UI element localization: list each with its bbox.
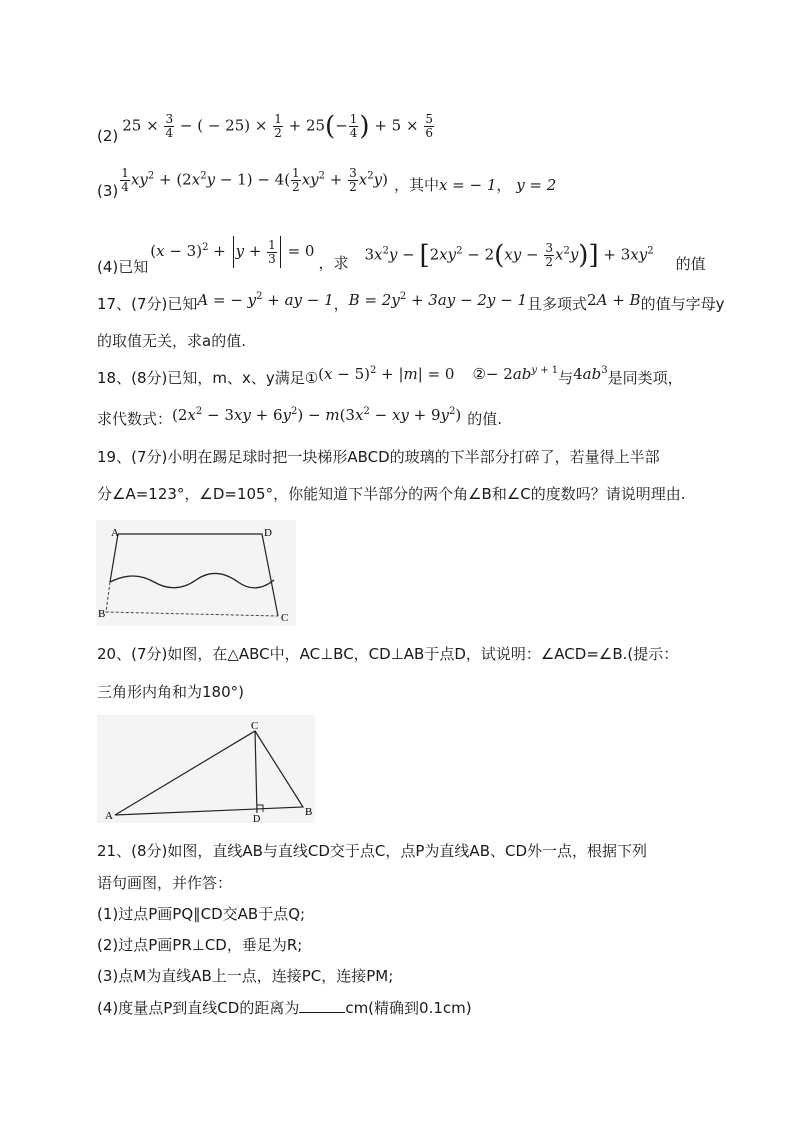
question-18 — [97, 362, 683, 392]
problem-3 — [97, 160, 556, 200]
q17-poly: 2A + B — [587, 291, 641, 309]
q21-step-2: (2)过点P画PR⊥CD，垂足为R; — [97, 936, 303, 954]
q17-expr-b: $B = 2y^2 + 3ay - 2y - 1$ — [348, 291, 528, 309]
problem-3-expression: $\frac{1}{4}$ $xy^2 + (2x^2y - 1) - 4$( $\frac{1}{2}$ $xy^2$ + $\frac{3}{2}$ $x^2y$) — [121, 165, 388, 194]
q21-step-4-prefix: (4)度量点P到直线CD的距离为 — [97, 999, 300, 1017]
q18-with: 与 — [558, 368, 574, 387]
q18-circle-2: ② — [472, 365, 486, 383]
problem-2-expression: 25 × $\frac{3}{4}$ − ( − 25) × $\frac{1}{2}$ + 25(− $\frac{1}{4}$ ) + 5 × $\frac{5}{6}$ — [122, 111, 433, 141]
q19-label-b: B — [98, 608, 106, 620]
q21-answer-blank[interactable] — [299, 998, 345, 1013]
q21-line1: 21、(8分)如图，直线AB与直线CD交于点C，点P为直线AB、CD外一点，根据下列 — [97, 842, 648, 860]
problem-4-ask: ，求 — [318, 253, 349, 272]
q18-expression: $(2x^2 - 3xy + 6y^2) - m(3x^2$ − xy + $9y^2$) — [172, 406, 462, 424]
problem-2 — [97, 106, 435, 146]
problem-3-condition: x = − 1， y = 2 — [438, 175, 557, 194]
problem-3-label: (3) — [97, 182, 119, 200]
q20-line1: 20、(7分)如图，在△ABC中，AC⊥BC，CD⊥AB于点D，试说明：∠ACD=∠B.(提示： — [97, 645, 679, 663]
question-17 — [97, 289, 724, 317]
q18-same: 是同类项， — [607, 368, 683, 387]
q20-label-d: D — [253, 814, 261, 823]
q21-step-4 — [97, 997, 472, 1018]
q21-step-4-suffix: cm(精确到0.1cm) — [345, 999, 472, 1017]
problem-4 — [97, 232, 706, 278]
q18-term-2: $4ab^3$ — [573, 365, 608, 383]
q20-label-b: B — [305, 806, 313, 818]
q21-step-1: (1)过点P画PQ∥CD交AB于点Q; — [97, 905, 306, 923]
q20-label-c: C — [251, 720, 259, 732]
q20-line2: 三角形内角和为180°) — [97, 683, 244, 701]
q17-expr-a: A = − $y^2$ + ay − 1 — [197, 291, 334, 309]
q18-condition-1: $(x - 5)^2 + |m| = 0$ — [318, 365, 455, 383]
q20-triangle-figure — [97, 715, 315, 823]
problem-4-label: (4)已知 — [97, 257, 149, 276]
q17-mid: 且多项式 — [527, 294, 588, 313]
problem-4-tail: 的值 — [675, 254, 706, 273]
q21-step-3: (3)点M为直线AB上一点，连接PC，连接PM; — [97, 967, 394, 985]
problem-3-where: ，其中 — [393, 175, 439, 194]
q19-trapezoid-figure — [96, 520, 296, 626]
q21-line2: 语句画图，并作答： — [97, 874, 233, 892]
q18-line2-label: 求代数式： — [97, 409, 173, 428]
q18-tail: 的值. — [467, 409, 503, 428]
q18-line2 — [97, 404, 502, 432]
q19-label-a: A — [111, 527, 119, 539]
q20-label-a: A — [105, 810, 113, 822]
q18-head: 18、(8分)已知，m、x、y满足① — [97, 368, 319, 387]
problem-2-label: (2) — [97, 127, 119, 145]
q19-label-c: C — [281, 612, 289, 624]
q19-line2: 分∠A=123°，∠D=105°，你能知道下半部分的两个角∠B和∠C的度数吗？请说明理由. — [97, 485, 686, 503]
q17-head: 17、(7分)已知 — [97, 294, 198, 313]
problem-4-expression: $3x^2y - [2xy^2 - 2(xy$ − $\frac{3}{2}$ $x^2y)] + 3xy^2$ — [364, 240, 654, 270]
q17-line2: 的取值无关，求a的值. — [97, 332, 246, 350]
q17-comma: ， — [333, 294, 349, 313]
q19-label-d: D — [264, 527, 272, 539]
q19-line1: 19、(7分)小明在踢足球时把一块梯形ABCD的玻璃的下半部分打碎了，若量得上半部 — [97, 448, 660, 466]
q18-term-1: − $2ab^{y + 1}$ — [485, 365, 559, 383]
problem-4-condition: $(x - 3)^2 + y$ + $\frac{1}{3}$ = 0 — [150, 236, 314, 268]
q17-tail: 的值与字母y — [640, 294, 725, 313]
